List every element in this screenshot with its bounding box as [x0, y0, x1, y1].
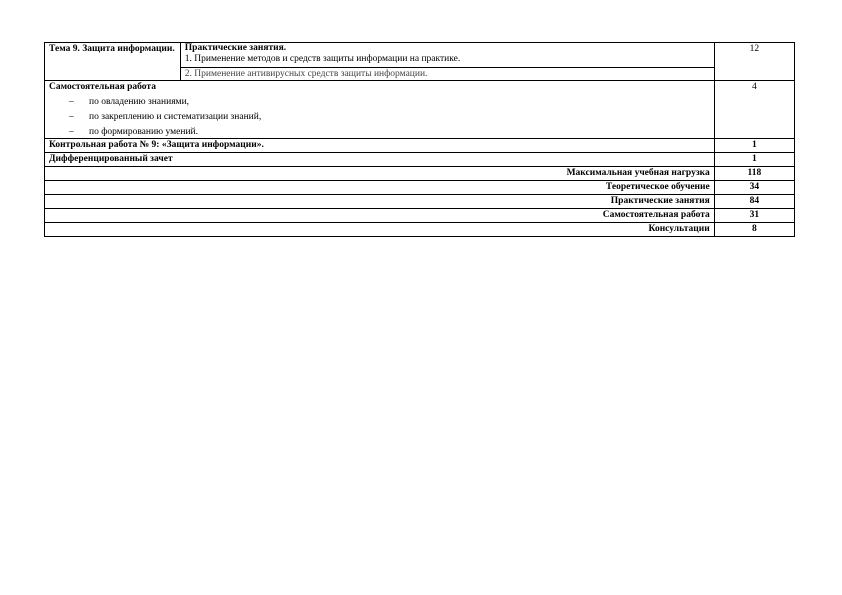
practice-item-1: 1. Применение методов и средств защиты информации на практике. [184, 53, 461, 64]
summary-value: 31 [714, 209, 794, 223]
topic-hours: 12 [714, 43, 794, 81]
summary-label: Теоретическое обучение [45, 181, 715, 195]
summary-row [45, 222, 795, 236]
topic-title: Тема 9. Защита информации. [45, 43, 181, 81]
summary-value: 118 [714, 167, 794, 181]
diff-test-label: Дифференцированный зачет [45, 153, 715, 167]
summary-row [45, 195, 795, 209]
summary-value: 84 [714, 195, 794, 209]
independent-hours: 4 [714, 80, 794, 139]
dash-icon: – [69, 96, 74, 107]
dash-icon: – [69, 111, 74, 122]
list-item: – по закреплению и систематизации знаний, [69, 111, 262, 122]
list-item: – по формированию умений. [69, 126, 199, 137]
topic-row [45, 43, 795, 81]
diff-test-row [45, 153, 795, 167]
summary-label: Самостоятельная работа [45, 209, 715, 223]
summary-value: 8 [714, 222, 794, 236]
summary-row [45, 181, 795, 195]
dash-icon: – [69, 126, 74, 137]
independent-row [45, 80, 795, 139]
independent-cell [45, 80, 715, 139]
summary-label: Консультации [45, 222, 715, 236]
summary-row [45, 167, 795, 181]
independent-list [49, 97, 710, 138]
summary-label: Практические занятия [45, 195, 715, 209]
summary-label: Максимальная учебная нагрузка [45, 167, 715, 181]
summary-row [45, 209, 795, 223]
control-label: Контрольная работа № 9: «Защита информации». [45, 139, 715, 153]
independent-title: Самостоятельная работа [49, 81, 156, 92]
control-hours: 1 [714, 139, 794, 153]
practice-cell [180, 43, 714, 81]
practice-item-2: 2. Применение антивирусных средств защиты информации. [181, 67, 714, 80]
curriculum-table [44, 42, 795, 237]
summary-value: 34 [714, 181, 794, 195]
control-row [45, 139, 795, 153]
practice-heading: Практические занятия. [184, 43, 287, 53]
list-item: – по овладению знаниями, [69, 96, 190, 107]
diff-test-hours: 1 [714, 153, 794, 167]
